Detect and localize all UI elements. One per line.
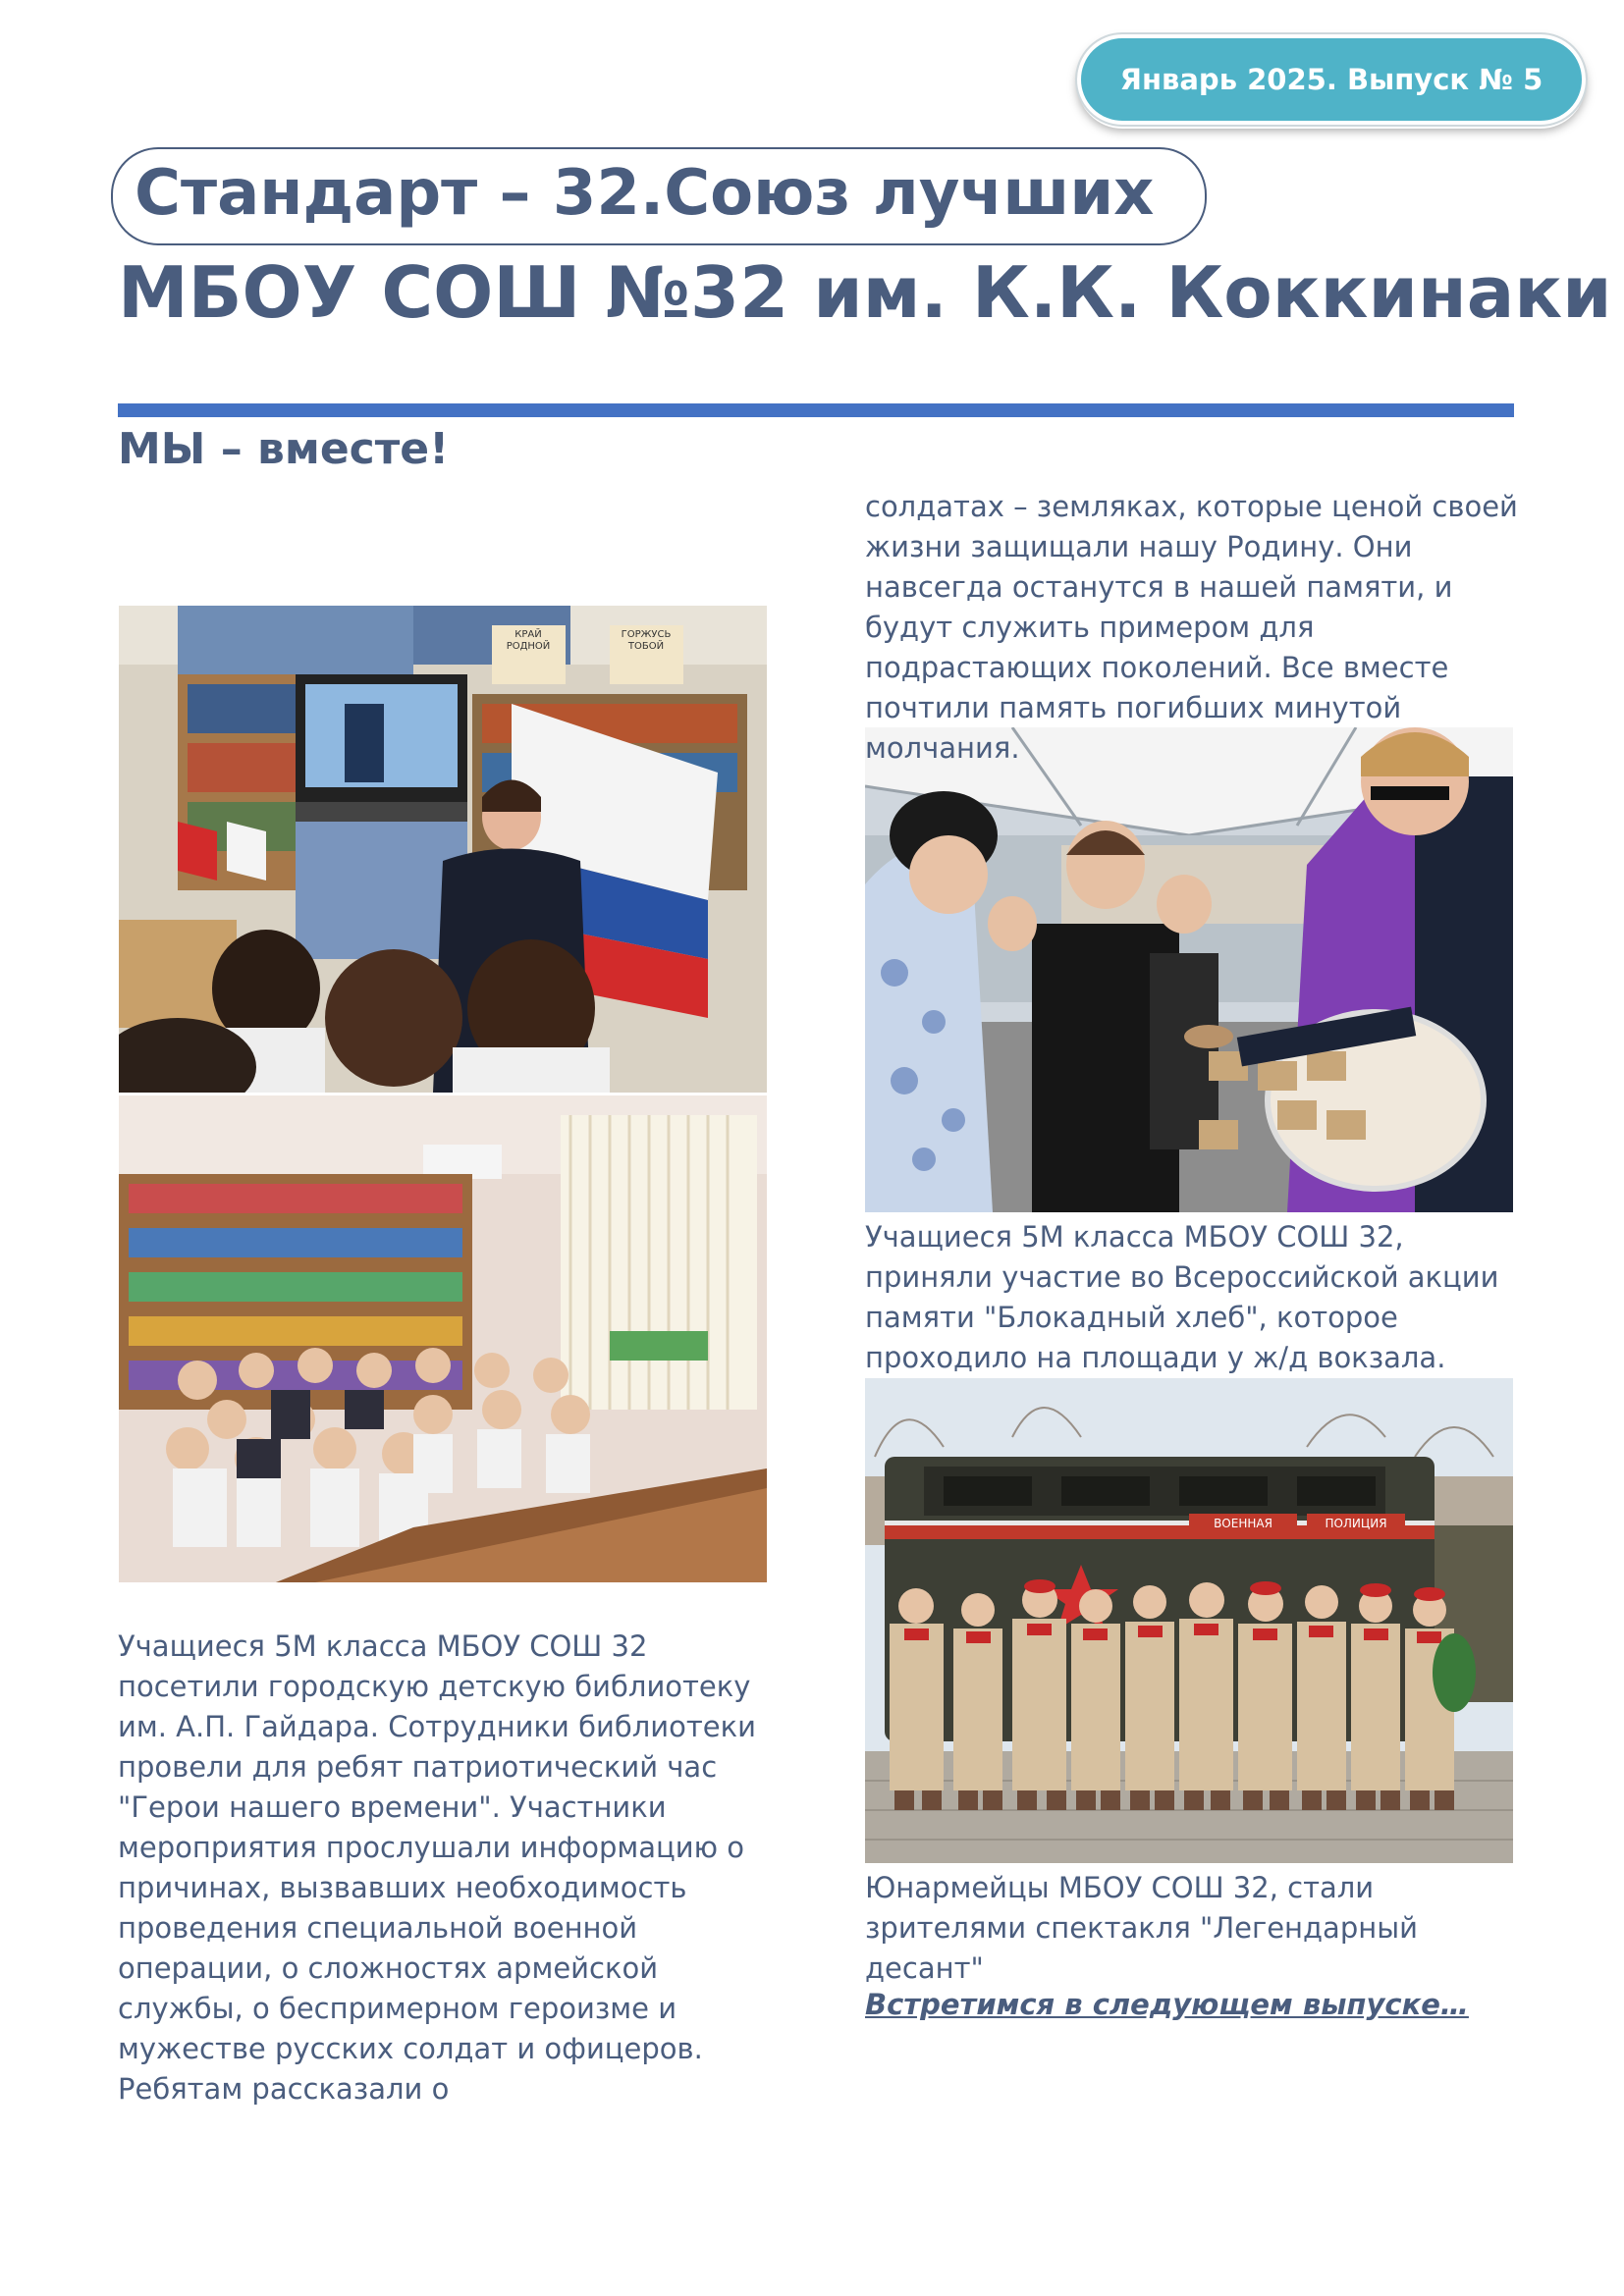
- newsletter-title: Стандарт – 32.Союз лучших: [135, 157, 1155, 230]
- library-story-text: Учащиеся 5М класса МБОУ СОШ 32 посетили городскую детскую библиотеку им. А.П. Гайдара. Сотрудники библиотеки провели для ребят патриотический час "Герои нашего времени". Участники мероприятия прослушали информацию о причинах, вызвавших необходимость проведения специальной военной операции, о сложностях армейской службы, о беспримерном героизме и мужестве русских солдат и офицеров. Ребятам рассказали о: [118, 1629, 756, 2106]
- truck-label-1: ВОЕННАЯ: [1214, 1517, 1272, 1530]
- section-heading: МЫ – вместе!: [118, 424, 450, 474]
- truck-label-2: ПОЛИЦИЯ: [1325, 1517, 1387, 1530]
- library-story-continued: солдатах – земляках, которые ценой своей жизни защищали нашу Родину. Они навсегда останутся в нашей памяти, и будут служить примером для подрастающих поколений. Все вместе почтили память погибших минутой молчания.: [865, 490, 1518, 765]
- issue-badge: [1077, 34, 1586, 125]
- photo-blockade-bread: [865, 727, 1513, 1212]
- photo-sign-1: КРАЙ РОДНОЙ: [506, 629, 551, 652]
- next-issue-link[interactable]: Встретимся в следующем выпуске…: [865, 1988, 1469, 2021]
- school-name: МБОУ СОШ №32 им. К.К. Коккинаки: [118, 251, 1612, 334]
- photo-librarian-talk: [119, 606, 767, 1093]
- blockade-caption: Учащиеся 5М класса МБОУ СОШ 32, приняли участие во Всероссийской акции памяти "Блокадный хлеб", которое проходило на площади у ж/д вокзала.: [865, 1220, 1499, 1374]
- photo-yunarmia-truck: [865, 1378, 1513, 1863]
- photo-sign-2: ГОРЖУСЬ ТОБОЙ: [621, 629, 672, 652]
- header-divider: [118, 403, 1514, 417]
- issue-label: Январь 2025. Выпуск № 5: [1119, 63, 1543, 96]
- yunarmia-caption: Юнармейцы МБОУ СОШ 32, стали зрителями спектакля "Легендарный десант": [865, 1871, 1418, 1985]
- photo-library-students: [119, 1095, 767, 1582]
